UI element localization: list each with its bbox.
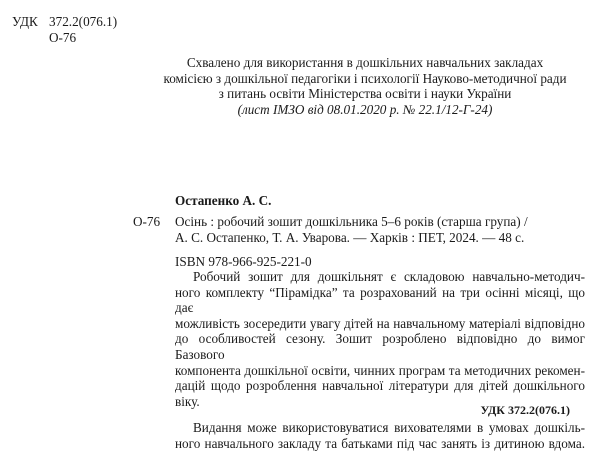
isbn: ISBN 978-966-925-221-0	[175, 254, 312, 269]
approval-notice	[130, 55, 600, 117]
record-author: Остапенко А. С.	[175, 193, 272, 208]
author-sign: О-76	[49, 29, 77, 45]
title-line: Осінь : робочий зошит дошкільника 5–6 років (старша група) /	[175, 214, 528, 229]
udk-block	[12, 14, 117, 45]
title-line: А. С. Остапенко, Т. А. Уварова. — Харків : ПЕТ, 2024. — 48 с.	[175, 229, 525, 245]
approval-line: комісією з дошкільної педагогіки і психології Науково-методичної ради	[163, 70, 567, 86]
annotation-line: компонента дошкільної освіти, чинних програм та методичних рекомен-	[175, 362, 585, 378]
annotation-line: можливість зосередити увагу дітей на навчальному матеріалі відповідно	[175, 315, 585, 331]
record-title	[175, 214, 585, 245]
approval-letter: (лист ІМЗО від 08.01.2020 р. № 22.1/12-Г-24)	[237, 101, 493, 117]
approval-line: з питань освіти Міністерства освіти і науки України	[218, 86, 512, 102]
record-classifier: О-76	[133, 214, 161, 229]
udk-code: 372.2(076.1)	[49, 14, 118, 29]
udk-label: УДК	[12, 14, 38, 29]
annotation-line: до особливостей сезону. Зошит розроблено відповідно до вимог Базового	[175, 331, 585, 362]
annotation-line: дацій щодо розроблення навчальної літератури для дітей дошкільного	[175, 378, 585, 394]
udk-footer: УДК 372.2(076.1)	[480, 403, 570, 417]
annotation-line: Робочий зошит для дошкільнят є складовою навчально-методич-	[193, 269, 585, 284]
annotation-line: Видання може використовуватися вихователями в умовах дошкіль-	[193, 420, 585, 436]
annotation-line: ного комплекту “Пірамідка” та розрахований на три осінні місяці, що дає	[175, 284, 585, 316]
annotation	[175, 269, 585, 452]
udk-line	[12, 14, 117, 30]
annotation-line: віку.	[175, 393, 200, 409]
annotation-line: ного навчального закладу та батьками під час занять із дитиною вдома.	[175, 435, 585, 451]
approval-line: Схвалено для використання в дошкільних навчальних закладах	[186, 55, 544, 70]
